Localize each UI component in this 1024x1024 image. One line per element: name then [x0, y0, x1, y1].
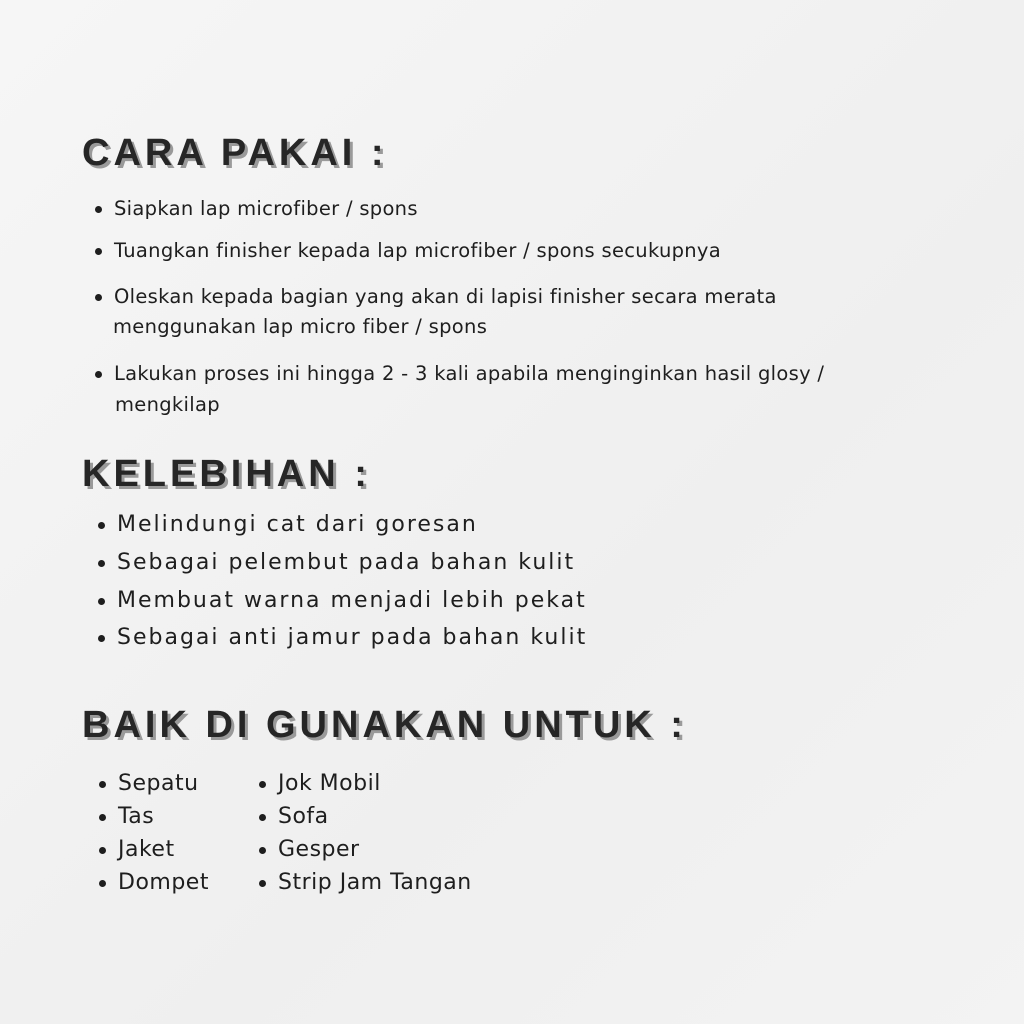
bullet-icon — [99, 781, 106, 788]
bullet-icon — [98, 635, 105, 642]
item-text: Membuat warna menjadi lebih pekat — [117, 588, 587, 613]
bullet-icon — [259, 880, 266, 887]
item-text: Oleskan kepada bagian yang akan di lapisi finisher secara merata — [114, 285, 777, 308]
item-text: Lakukan proses ini hingga 2 - 3 kali apabila menginginkan hasil glosy / — [114, 362, 825, 385]
item-text: Tas — [118, 804, 155, 829]
bullet-icon — [95, 248, 102, 255]
bullet-icon — [95, 371, 102, 378]
item-text: Gesper — [278, 837, 360, 862]
bullet-icon — [259, 847, 266, 854]
item-text: Sepatu — [118, 771, 199, 796]
bullet-icon — [98, 598, 105, 605]
bullet-icon — [99, 880, 106, 887]
item-text: Jaket — [118, 837, 175, 862]
item-text-cont: menggunakan lap micro fiber / spons — [113, 315, 488, 338]
item-text: Strip Jam Tangan — [278, 870, 472, 895]
bullet-icon — [95, 294, 102, 301]
heading-kelebihan: KELEBIHAN : — [82, 453, 371, 495]
item-text-cont: mengkilap — [115, 393, 220, 416]
bullet-icon — [99, 814, 106, 821]
item-text: Jok Mobil — [278, 771, 381, 796]
bullet-icon — [259, 781, 266, 788]
bullet-icon — [95, 206, 102, 213]
item-text: Sebagai pelembut pada bahan kulit — [117, 550, 576, 575]
item-text: Dompet — [118, 870, 209, 895]
item-text: Melindungi cat dari goresan — [117, 512, 478, 537]
bullet-icon — [99, 847, 106, 854]
bullet-icon — [98, 522, 105, 529]
heading-baik-digunakan-untuk: BAIK DI GUNAKAN UNTUK : — [82, 704, 687, 746]
item-text: Tuangkan finisher kepada lap microfiber / spons secukupnya — [114, 239, 722, 262]
item-text: Sebagai anti jamur pada bahan kulit — [117, 625, 588, 650]
item-text: Sofa — [278, 804, 329, 829]
heading-cara-pakai: CARA PAKAI : — [82, 132, 388, 174]
item-text: Siapkan lap microfiber / spons — [114, 197, 418, 220]
bullet-icon — [98, 560, 105, 567]
bullet-icon — [259, 814, 266, 821]
